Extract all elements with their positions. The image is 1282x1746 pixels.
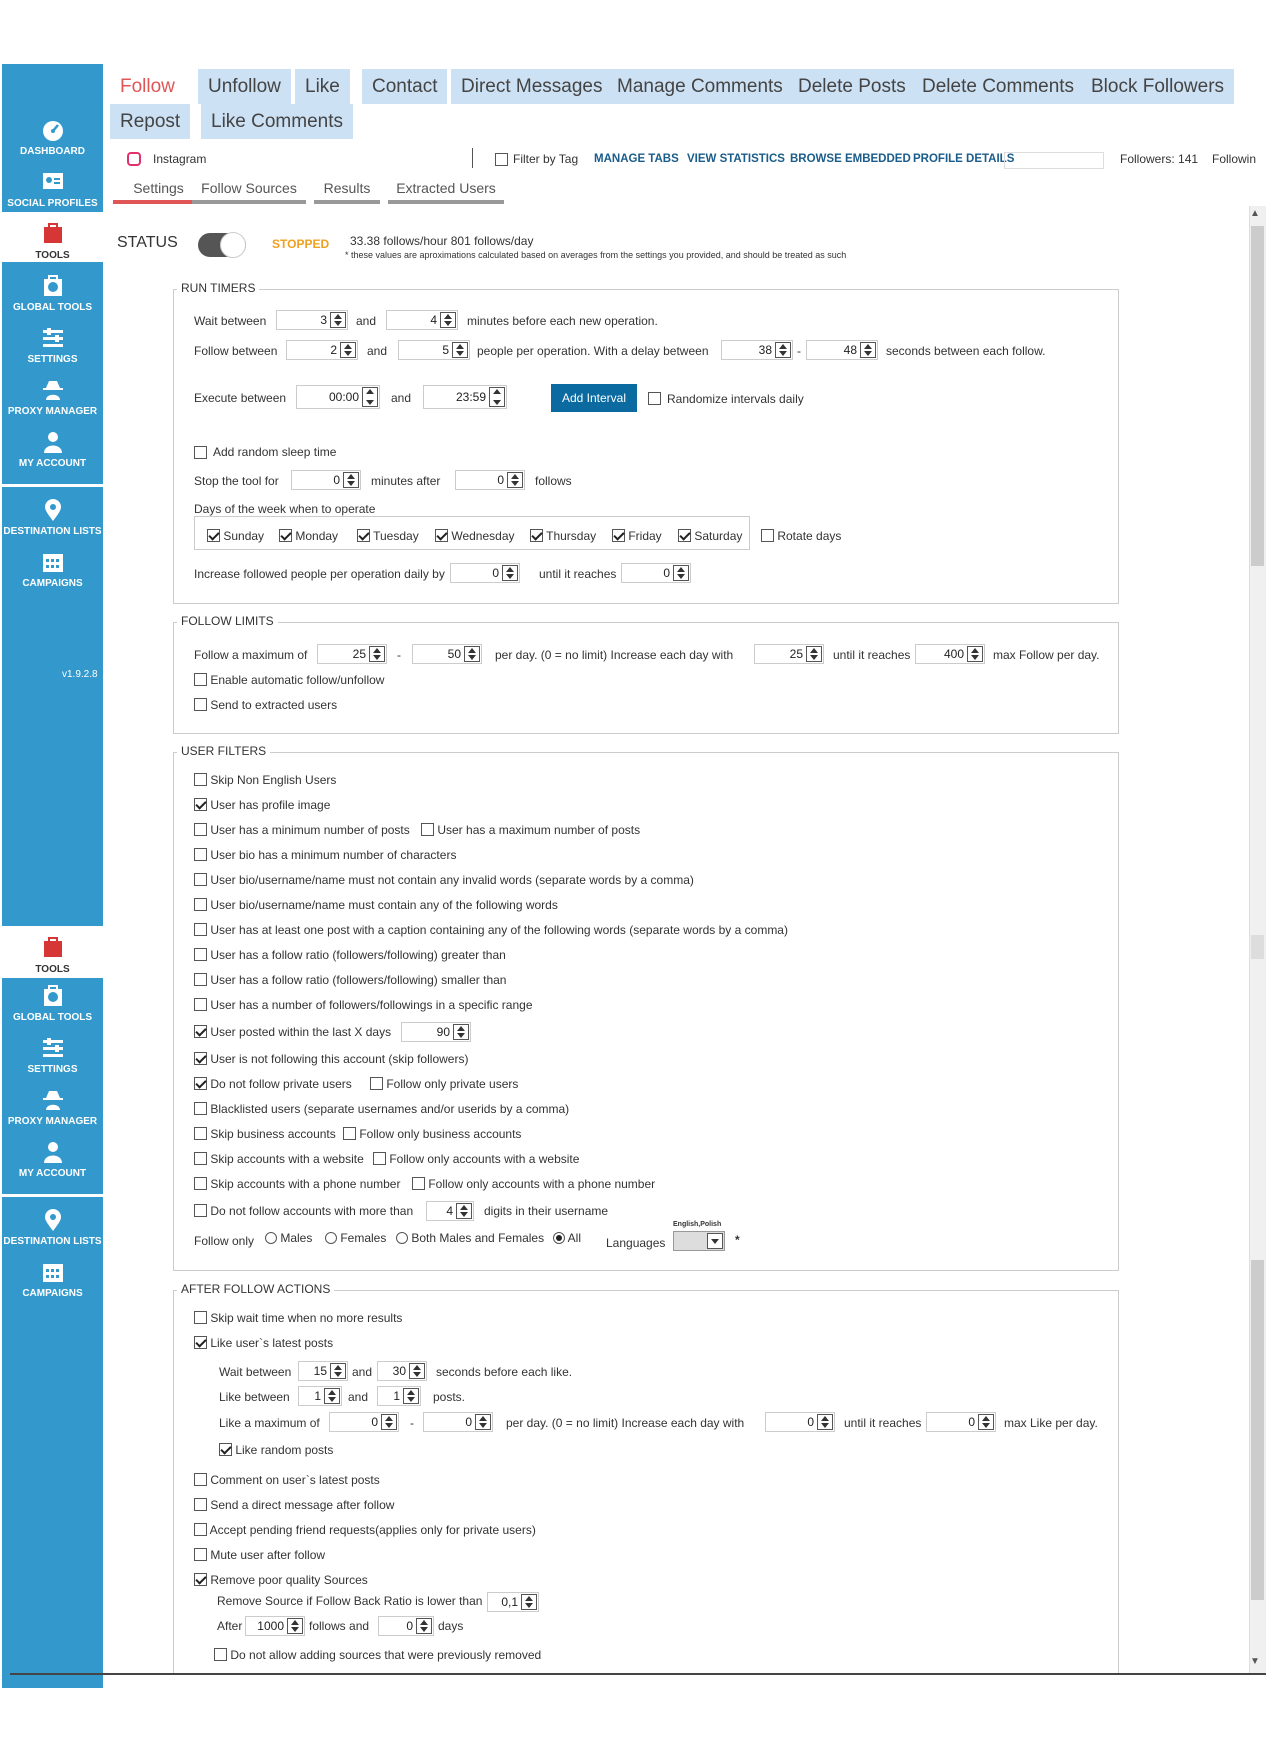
status-label: STATUS xyxy=(117,234,178,251)
sidebar-divider xyxy=(2,1194,103,1197)
sidebar-item-settings[interactable] xyxy=(2,326,103,365)
profile-details-link[interactable]: PROFILE DETAILS xyxy=(913,153,1015,165)
label: and xyxy=(391,391,412,405)
stop-follows-input[interactable]: 0 xyxy=(455,470,525,490)
comment-checkbox[interactable]: Comment on user`s latest posts xyxy=(194,1473,380,1487)
no-readd-checkbox[interactable]: Do not allow adding sources that were previously removed xyxy=(214,1648,541,1662)
map-pin-icon xyxy=(41,498,65,522)
tab-manage-comments[interactable]: Manage Comments xyxy=(607,69,793,104)
sidebar-item-social-profiles[interactable] xyxy=(2,170,103,209)
profile-details-box xyxy=(1004,152,1104,169)
follow-max-max-input[interactable]: 50 xyxy=(412,644,482,664)
execute-start-input[interactable]: 00:00 xyxy=(296,385,380,409)
filter-profile-image-checkbox[interactable]: User has profile image xyxy=(194,798,330,812)
label: - xyxy=(397,648,401,662)
sidebar-item-global-tools[interactable] xyxy=(2,274,103,313)
label: until it reaches xyxy=(833,648,911,662)
label: Add random sleep time xyxy=(213,445,337,459)
auto-follow-checkbox[interactable]: Enable automatic follow/unfollow xyxy=(194,673,384,687)
sidebar-label: PROXY MANAGER xyxy=(7,1116,98,1127)
tab-repost[interactable]: Repost xyxy=(110,104,190,139)
filter-only-website-checkbox[interactable]: Follow only accounts with a website xyxy=(373,1152,579,1166)
sidebar-divider xyxy=(2,484,103,487)
dashboard-icon xyxy=(41,118,65,142)
send-extracted-checkbox[interactable]: Send to extracted users xyxy=(194,698,337,712)
filter-digits-checkbox[interactable]: Do not follow accounts with more than xyxy=(194,1204,413,1218)
label: Wait between xyxy=(194,314,267,328)
sidebar-label: CAMPAIGNS xyxy=(22,1288,83,1299)
like-latest-checkbox[interactable]: Like user`s latest posts xyxy=(194,1336,333,1350)
tab-delete-comments[interactable]: Delete Comments xyxy=(912,69,1084,104)
run-timers-title: RUN TIMERS xyxy=(177,281,259,295)
sidebar-label: DESTINATION LISTS xyxy=(3,1236,102,1247)
tab-follow[interactable]: Follow xyxy=(110,69,185,104)
status-state: STOPPED xyxy=(272,237,330,251)
tab-unfollow[interactable]: Unfollow xyxy=(198,69,291,104)
manage-tabs-link[interactable]: MANAGE TABS xyxy=(594,153,679,165)
increase-input[interactable]: 0 xyxy=(450,563,520,583)
label: Remove Source if Follow Back Ratio is lower than xyxy=(217,1594,483,1608)
tab-settings[interactable]: Settings xyxy=(113,176,204,204)
increase-until-input[interactable]: 0 xyxy=(621,563,691,583)
filter-caption-words-checkbox[interactable]: User has at least one post with a caption containing any of the following words (separate words by a comma) xyxy=(194,923,788,937)
day-tuesday-checkbox[interactable]: Tuesday xyxy=(357,529,419,543)
tab-delete-posts[interactable]: Delete Posts xyxy=(788,69,916,104)
sidebar-label: DASHBOARD xyxy=(20,146,85,157)
label: Execute between xyxy=(194,391,287,405)
label: Follow a maximum of xyxy=(194,648,308,662)
label: per day. (0 = no limit) Increase each day with xyxy=(506,1416,745,1430)
platform-label: Instagram xyxy=(153,152,207,166)
add-interval-button[interactable]: Add Interval xyxy=(551,384,637,412)
tab-like[interactable]: Like xyxy=(295,69,350,104)
accept-requests-checkbox[interactable]: Accept pending friend requests(applies only for private users) xyxy=(194,1523,536,1537)
remove-poor-checkbox[interactable]: Remove poor quality Sources xyxy=(194,1573,368,1587)
after-follow-title: AFTER FOLLOW ACTIONS xyxy=(177,1282,334,1296)
tab-results[interactable]: Results xyxy=(314,176,380,204)
like-random-checkbox[interactable]: Like random posts xyxy=(219,1443,333,1457)
status-toggle[interactable] xyxy=(198,233,246,257)
scrollbar-segment xyxy=(1251,935,1264,959)
execute-end-input[interactable]: 23:59 xyxy=(423,385,507,409)
label: Days of the week when to operate xyxy=(194,502,376,516)
label: Follow between xyxy=(194,344,278,358)
label: follows and xyxy=(309,1619,370,1633)
filter-max-posts-checkbox[interactable]: User has a maximum number of posts xyxy=(421,823,640,837)
like-increase-input[interactable]: 0 xyxy=(765,1412,835,1432)
sidebar-item-campaigns[interactable] xyxy=(2,550,103,589)
label: max Like per day. xyxy=(1004,1416,1098,1430)
label: until it reaches xyxy=(539,567,617,581)
like-until-input[interactable]: 0 xyxy=(926,1412,996,1432)
tab-like-comments[interactable]: Like Comments xyxy=(201,104,353,139)
filter-only-business-checkbox[interactable]: Follow only business accounts xyxy=(343,1127,521,1141)
label: Like a maximum of xyxy=(219,1416,320,1430)
tab-contact[interactable]: Contact xyxy=(362,69,447,104)
after-days-input[interactable]: 0 xyxy=(378,1616,434,1636)
sidebar-item-campaigns[interactable] xyxy=(2,1260,103,1299)
status-rate: 33.38 follows/hour 801 follows/day xyxy=(350,234,534,248)
follow-limits-title: FOLLOW LIMITS xyxy=(177,614,278,628)
map-pin-icon xyxy=(41,1208,65,1232)
filter-no-private-checkbox[interactable]: Do not follow private users xyxy=(194,1077,352,1091)
view-statistics-link[interactable]: VIEW STATISTICS xyxy=(687,153,785,165)
day-saturday-checkbox[interactable]: Saturday xyxy=(678,529,742,543)
label: Stop the tool for xyxy=(194,474,279,488)
sidebar-label: DESTINATION LISTS xyxy=(3,526,102,537)
required-star: * xyxy=(735,1233,740,1247)
filter-not-following-checkbox[interactable]: User is not following this account (skip followers) xyxy=(194,1052,468,1066)
like-wait-min-input[interactable]: 15 xyxy=(298,1361,348,1381)
follow-max-input[interactable]: 5 xyxy=(398,340,470,360)
radio-females[interactable]: Females xyxy=(325,1231,386,1245)
filter-by-tag-label: Filter by Tag xyxy=(513,152,579,166)
chevron-down-icon xyxy=(707,1233,723,1249)
follow-min-input[interactable]: 2 xyxy=(286,340,358,360)
filter-bio-min-chars-checkbox[interactable]: User bio has a minimum number of characters xyxy=(194,848,456,862)
scrollbar-thumb[interactable] xyxy=(1251,226,1264,566)
calendar-icon xyxy=(41,550,65,574)
user-filters-title: USER FILTERS xyxy=(177,744,270,758)
like-max-min-input[interactable]: 0 xyxy=(329,1412,399,1432)
toolbox-icon xyxy=(41,936,65,960)
label: - xyxy=(410,1416,414,1430)
label: Increase followed people per operation daily by xyxy=(194,567,445,581)
filter-skip-phone-checkbox[interactable]: Skip accounts with a phone number xyxy=(194,1177,400,1191)
tab-block-followers[interactable]: Block Followers xyxy=(1081,69,1234,104)
like-wait-max-input[interactable]: 30 xyxy=(377,1361,427,1381)
stop-minutes-input[interactable]: 0 xyxy=(291,470,361,490)
filter-blacklist-checkbox[interactable]: Blacklisted users (separate usernames and/or userids by a comma) xyxy=(194,1102,569,1116)
label: - xyxy=(797,344,801,358)
filter-skip-website-checkbox[interactable]: Skip accounts with a website xyxy=(194,1152,364,1166)
sidebar-label: SOCIAL PROFILES xyxy=(7,198,98,209)
sidebar xyxy=(2,64,103,1726)
filter-only-private-checkbox[interactable]: Follow only private users xyxy=(370,1077,518,1091)
filter-ratio-greater-checkbox[interactable]: User has a follow ratio (followers/following) greater than xyxy=(194,948,506,962)
tab-direct-messages[interactable]: Direct Messages xyxy=(451,69,613,104)
sidebar-label: PROXY MANAGER xyxy=(7,406,98,417)
status-note: * these values are aproximations calculated based on averages from the settings you provided, and should be treated as such xyxy=(345,250,847,260)
global-tools-icon xyxy=(41,984,65,1008)
label: and xyxy=(367,344,388,358)
spy-icon xyxy=(41,378,65,402)
mute-checkbox[interactable]: Mute user after follow xyxy=(194,1548,325,1562)
sidebar-label: MY ACCOUNT xyxy=(18,1168,87,1179)
wait-min-input[interactable]: 3 xyxy=(276,310,348,330)
label: Randomize intervals daily xyxy=(667,392,804,406)
filter-skip-business-checkbox[interactable]: Skip business accounts xyxy=(194,1127,336,1141)
wait-max-input[interactable]: 4 xyxy=(386,310,458,330)
randomize-checkbox[interactable] xyxy=(648,392,661,406)
label: posts. xyxy=(433,1390,466,1404)
label: digits in their username xyxy=(484,1204,609,1218)
sliders-icon xyxy=(41,1036,65,1060)
sidebar-item-my-account[interactable] xyxy=(2,430,103,469)
profile-card-icon xyxy=(41,170,65,194)
follow-until-input[interactable]: 400 xyxy=(915,644,985,664)
sidebar-label: SETTINGS xyxy=(27,1064,78,1075)
radio-both[interactable]: Both Males and Females xyxy=(396,1231,544,1245)
label: Like between xyxy=(219,1390,290,1404)
sidebar-label: GLOBAL TOOLS xyxy=(12,302,93,313)
after-follows-input[interactable]: 1000 xyxy=(245,1616,305,1636)
filter-non-english-checkbox[interactable]: Skip Non English Users xyxy=(194,773,336,787)
filter-contain-words-checkbox[interactable]: User bio/username/name must contain any of the following words xyxy=(194,898,558,912)
label: Follow only xyxy=(194,1234,255,1248)
tutorials-button[interactable] xyxy=(12,1709,98,1729)
bottom-border xyxy=(10,1673,1266,1675)
sidebar-item-proxy-manager[interactable] xyxy=(2,378,103,417)
label: max Follow per day. xyxy=(993,648,1100,662)
day-sunday-checkbox[interactable]: Sunday xyxy=(207,529,264,543)
bookmark-icon xyxy=(12,1709,26,1729)
version-label: v1.9.2.8 xyxy=(62,669,98,680)
sidebar-item-proxy-manager[interactable] xyxy=(2,1088,103,1127)
sidebar-item-my-account[interactable] xyxy=(2,1140,103,1179)
sidebar-item-destination-lists[interactable] xyxy=(2,1208,103,1247)
sidebar-label: CAMPAIGNS xyxy=(22,578,83,589)
following-count: Followin xyxy=(1212,152,1257,166)
label: After xyxy=(217,1619,243,1633)
like-max-max-input[interactable]: 0 xyxy=(423,1412,493,1432)
day-monday-checkbox[interactable]: Monday xyxy=(279,529,338,543)
like-between-min-input[interactable]: 1 xyxy=(298,1386,342,1406)
label: Wait between xyxy=(219,1365,292,1379)
label: minutes after xyxy=(371,474,441,488)
rotate-days-checkbox[interactable]: Rotate days xyxy=(761,529,841,543)
languages-dropdown[interactable] xyxy=(673,1231,725,1251)
sidebar-item-dashboard[interactable] xyxy=(2,118,103,157)
languages-selected: English,Polish xyxy=(673,1221,722,1228)
divider xyxy=(470,148,473,168)
label: until it reaches xyxy=(844,1416,922,1430)
user-icon xyxy=(41,1140,65,1164)
sidebar-label: SETTINGS xyxy=(27,354,78,365)
sidebar-label: MY ACCOUNT xyxy=(18,458,87,469)
label: follows xyxy=(535,474,572,488)
filter-min-posts-checkbox[interactable]: User has a minimum number of posts xyxy=(194,823,410,837)
delay-max-input[interactable]: 48 xyxy=(806,340,878,360)
sidebar-label: GLOBAL TOOLS xyxy=(12,1012,93,1023)
filter-posted-within-checkbox[interactable]: User posted within the last X days xyxy=(194,1025,391,1039)
label: people per operation. With a delay between xyxy=(477,344,709,358)
label: days xyxy=(438,1619,464,1633)
sidebar-label: TOOLS xyxy=(35,964,70,975)
posted-within-days-input[interactable]: 90 xyxy=(401,1022,471,1042)
scroll-down-arrow-icon[interactable]: ▼ xyxy=(1250,1656,1260,1667)
label: minutes before each new operation. xyxy=(467,314,658,328)
filter-follower-range-checkbox[interactable]: User has a number of followers/followings in a specific range xyxy=(194,998,533,1012)
day-wednesday-checkbox[interactable]: Wednesday xyxy=(435,529,515,543)
toggle-knob xyxy=(220,232,246,258)
global-tools-icon xyxy=(41,274,65,298)
label: and xyxy=(356,314,377,328)
label: seconds before each like. xyxy=(436,1365,573,1379)
user-icon xyxy=(41,430,65,454)
tutorials-label: TUTORIALS xyxy=(30,1712,99,1726)
sidebar-item-tools[interactable] xyxy=(2,212,103,262)
dm-checkbox[interactable]: Send a direct message after follow xyxy=(194,1498,394,1512)
calendar-icon xyxy=(41,1260,65,1284)
digits-input[interactable]: 4 xyxy=(426,1201,474,1221)
scroll-up-arrow-icon[interactable]: ▲ xyxy=(1250,208,1260,219)
label: seconds between each follow. xyxy=(886,344,1046,358)
sidebar-item-settings[interactable] xyxy=(2,1036,103,1075)
label: and xyxy=(348,1390,369,1404)
radio-all[interactable]: All xyxy=(553,1231,581,1245)
day-friday-checkbox[interactable]: Friday xyxy=(612,529,662,543)
radio-males[interactable]: Males xyxy=(265,1231,312,1245)
ratio-input[interactable]: 0,1 xyxy=(487,1592,539,1612)
instagram-icon xyxy=(127,152,141,166)
label: Languages xyxy=(606,1236,666,1250)
follow-increase-input[interactable]: 25 xyxy=(754,644,824,664)
follow-max-min-input[interactable]: 25 xyxy=(317,644,387,664)
sliders-icon xyxy=(41,326,65,350)
sidebar-label: TOOLS xyxy=(35,250,70,261)
sidebar-item-tools[interactable] xyxy=(2,926,103,978)
tab-extracted-users[interactable]: Extracted Users xyxy=(388,176,504,204)
tab-follow-sources[interactable]: Follow Sources xyxy=(192,176,306,204)
label: per day. (0 = no limit) Increase each day with xyxy=(495,648,734,662)
spy-icon xyxy=(41,1088,65,1112)
filter-ratio-smaller-checkbox[interactable]: User has a follow ratio (followers/following) smaller than xyxy=(194,973,506,987)
scrollbar-thumb[interactable] xyxy=(1251,1260,1264,1600)
sidebar-item-destination-lists[interactable] xyxy=(2,498,103,537)
skip-wait-checkbox[interactable]: Skip wait time when no more results xyxy=(194,1311,402,1325)
day-thursday-checkbox[interactable]: Thursday xyxy=(530,529,596,543)
sidebar-item-global-tools[interactable] xyxy=(2,984,103,1023)
toolbox-icon xyxy=(41,222,65,246)
followers-count: Followers: 141 xyxy=(1120,152,1199,166)
like-between-max-input[interactable]: 1 xyxy=(377,1386,421,1406)
filter-only-phone-checkbox[interactable]: Follow only accounts with a phone number xyxy=(412,1177,655,1191)
delay-min-input[interactable]: 38 xyxy=(721,340,793,360)
random-sleep-checkbox[interactable] xyxy=(194,446,207,460)
filter-invalid-words-checkbox[interactable]: User bio/username/name must not contain any invalid words (separate words by a comma) xyxy=(194,873,694,887)
browse-embedded-link[interactable]: BROWSE EMBEDDED xyxy=(790,153,911,165)
sidebar-repeat xyxy=(2,926,103,1688)
filter-by-tag-checkbox[interactable] xyxy=(495,153,508,167)
label: and xyxy=(352,1365,373,1379)
